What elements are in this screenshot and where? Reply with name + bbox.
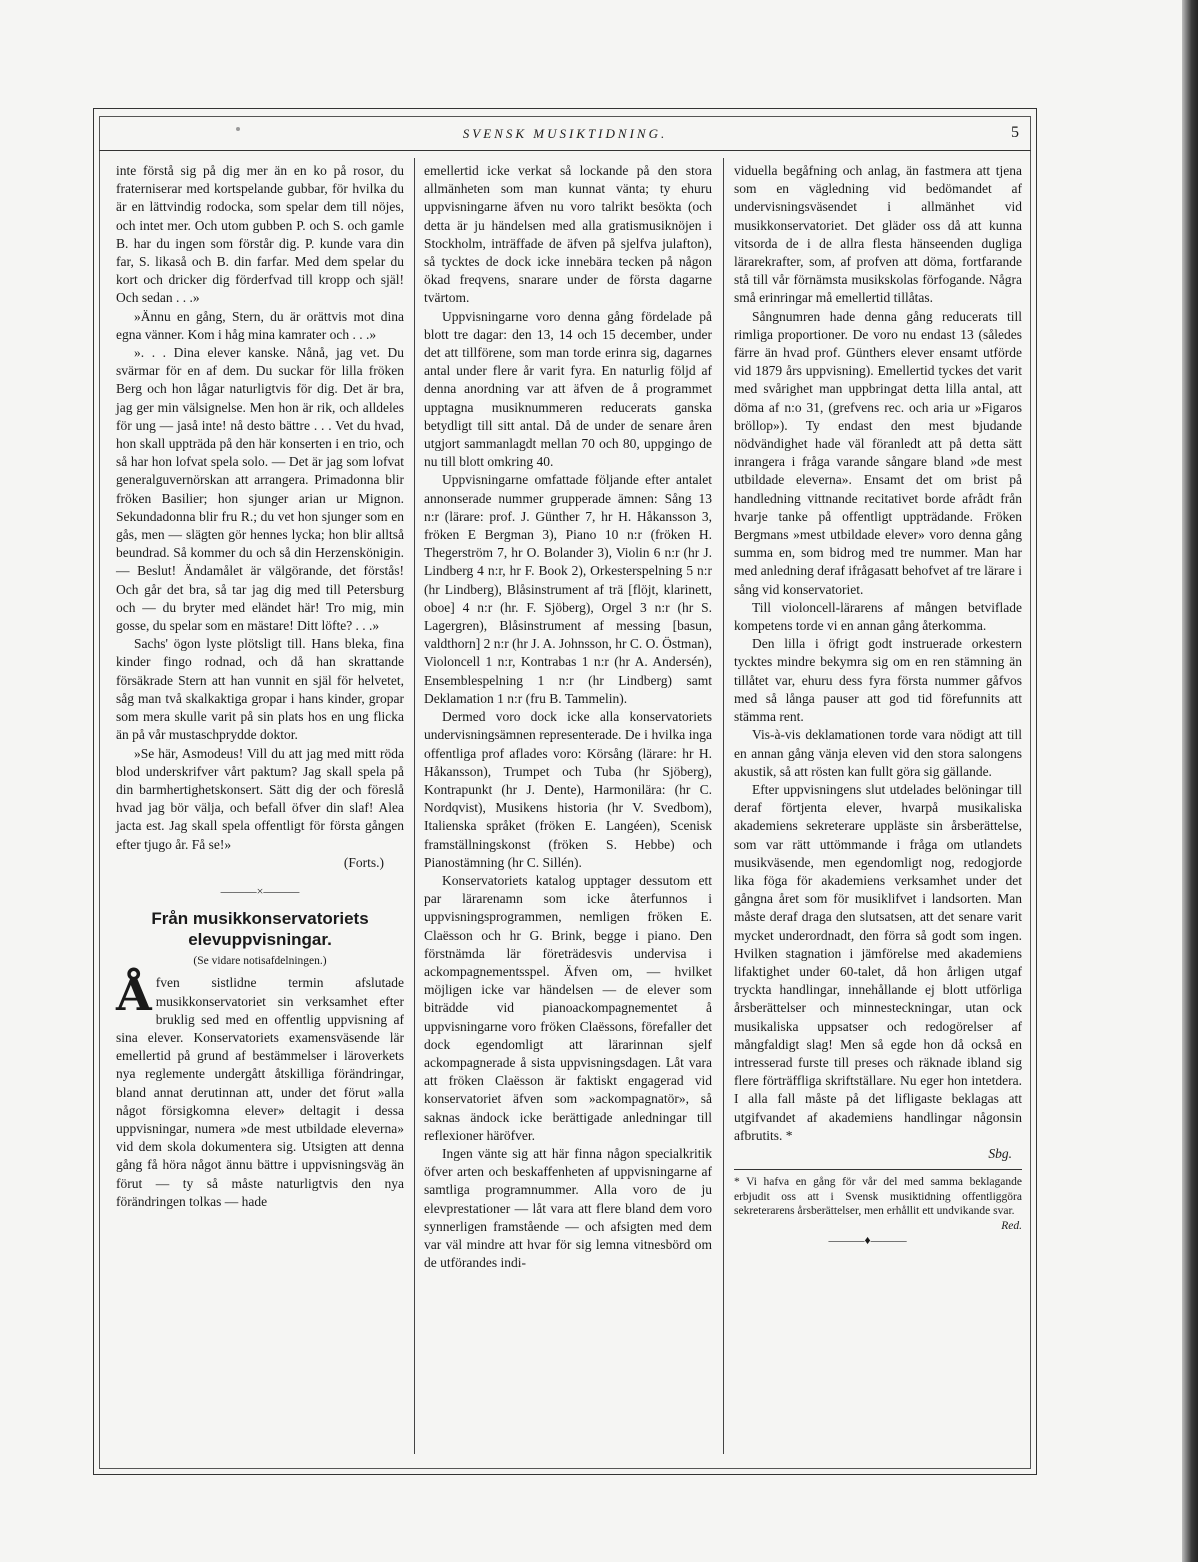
footnote-text: * Vi hafva en gång för vår del med samma beklagande erbjudit oss att i Svensk musiktidning offentliggöra sekreterarens årsberättelser, men erhållit ett undvikande svar. [734, 1176, 1022, 1218]
paragraph: Efter uppvisningens slut utdelades belöningar till deraf förtjenta elever, hvarpå musikaliska akademiens sekreterare uppläste sin årsberättelse, som var rätt uttömmande i fråga om utlandets musikväsende, men egendomligt nog, redogjorde lika föga för akademiens verksamhet under det gångna året som för musiklifvet i landsorten. Man måste deraf draga den slutsatsen, att det senare varit mycket underordnadt, den förra så godt som ingen. Hvilken stagnation i jämförelse med akademiens lifaktighet under 60-talet, då hon årligen utgaf tryckta handlingar, innehållande ej blott utförliga årsberättelser och minnesteckningar, utan ock musikaliska uppsatser och redogörelser af mångfaldigt slag! Men så egde hon då också en intresserad furste till preses och räknade ibland sig flere förträffliga skriftställare. Nu eger hon intetdera. I alla fall måste på det lifligaste beklagas att utgifvandet af akademiens handlingar någonsin afbrutits. * [734, 781, 1022, 1143]
end-ornament: ———♦——— [828, 1232, 907, 1247]
article-text: fven sistlidne termin afslutade musikkonservatoriet sin verksamhet efter bruklig sed med en offentlig uppvisning af sina elever. Konservatoriets examensväsende lär emellertid på grund af bestämmelser i läroverkets nya reglemente undergått åtskilliga förändringar, bland annat derutinnan att, under det förut »alla något försigkomna elever» deltagit i dessa uppvisningar, numera »de mest utbildade eleverna» vid dem skola dokumentera sig. Utsigten att denna gång få höra något ännu bättre i uppvisningsväg än förut — ty så måste naturligtvis den nya förändringen tolkas — hade [116, 975, 404, 1209]
paragraph: ». . . Dina elever kanske. Nånå, jag vet. Du svärmar för en af dem. Du suckar för lilla fröken Berg och hon lågar naturligtvis för dig. Det är bra, jag ger min välsignelse. Men hon är rik, och alldeles för ung — jaså inte! nå desto bättre . . . Vet du hvad, hon skall uppträda på den här konserten i en trio, och så har hon lofvat spela solo. — Det är jag som lofvat generalguvernörskan att arrangera. Primadonna blir fröken Basilier; hon sjunger arian ur Mignon. Sekundadonna blir fru R.; du vet hon sjunger som en gås, men — slägten gör hennes lycka; hon blir alltså beundrad. Så kommer du och så din Herzenskönigin. — Beslut! Ändamålet är välgörande, det förstås! Och går det bra, så tar jag dig med till Petersburg och — du bryter med eländet här! Tro mig, min gosse, du spelar som en mästare! Ditt löfte? . . .» [116, 345, 404, 634]
column-1 [116, 162, 404, 1211]
author-signature: Sbg. [988, 1145, 1012, 1161]
paragraph: Sångnumren hade denna gång reducerats till rimliga proportioner. De voro nu endast 13 (således färre än hvad prof. Günthers elever ensamt utförde vid 1879 års uppvisning). Emellertid tyckes det varit med svårighet man uppbringat detta lilla antal, att döma af n:o 31, (grefvens rec. och aria ur »Figaros bröllop»). Ty endast den mest bjudande nödvändighet hade väl föranledt att på detta sätt inrangera i fråga varande sångare bland »de mest utbildade eleverna». Ensamt det om brist på handledning vittnande recitativet borde afrådt från hvarje tanke på offentligt uppträdande. Fröken Bergmans »mest utbildade elever» voro denna gång summa en, som bidrog med tre nummer. Man har med anledning deraf ifrågasatt behofvet af tre lärare i sång vid konservatoriet. [734, 308, 1022, 597]
paragraph: emellertid icke verkat så lockande på den stora allmänheten som man kunnat vänta; ty ehuru uppvisningarne äfven nu voro talrikt besökta (och detta är ju händelsen med alla gratismusiknöjen i Stockholm, inträffade de äfven på sjelfva julafton), så tycktes de dock icke innebära tecken på någon ökad freqvens, snarare under de första dagarne tvärtom. [424, 163, 712, 306]
page-edge-shadow [1182, 0, 1198, 1562]
paragraph: viduella begåfning och anlag, än fastmera att tjena som en vägledning vid bedömandet af undervisningsväsendet i allmänhet vid musikkonservatoriet. Det gläder oss då att kunna vitsorda de i de allra flesta hänseenden dugliga lärarekrafter, som, af profven att döma, fortfarande stå till vår förnämsta musikskolas förfogande. Några små erinringar må emellertid tillåtas. [734, 163, 1022, 306]
article-title: Från musikkonservatoriets elevuppvisningar. [151, 909, 369, 950]
section-separator: ———×——— [220, 883, 300, 898]
paragraph: inte förstå sig på dig mer än en ko på rosor, du fraterniserar med kortspelande gubbar, för hvilka du är en lättvindig rodocka, som spelar dem till nöjes, och intet mer. Och utom gubben P. och S. och gamle B. har du ingen som förstår dig. P. kunde vara din far, S. likaså och B. din farfar. Med dem spelar du kort och dricker dig förderfvad till kropp och själ! Och sedan . . .» [116, 163, 404, 306]
footnote-signature: Red. [1001, 1219, 1022, 1232]
drop-cap: Å [116, 967, 152, 1022]
column-rule-2 [723, 158, 724, 1454]
article-first-paragraph [116, 967, 404, 1211]
paragraph: Till violoncell-lärarens af mången betviflade kompetens torde vi en annan gång återkomma. [734, 599, 1022, 634]
header-rule [99, 150, 1031, 151]
paragraph: Uppvisningarne voro denna gång fördelade på blott tre dagar: den 13, 14 och 15 december, under det att tillförene, som man torde erinra sig, dagarnes antal under flere år varit fyra. En naturlig följd af denna anordning var att äfven de å programmet upptagna musiknummeren reducerats ganska betydligt till sitt antal. Då de under de senare åren utgjort sammanlagdt mellan 70 och 80, uppgingo de nu till blott omkring 40. [424, 308, 712, 470]
masthead-title: SVENSK MUSIKTIDNING. [462, 126, 668, 141]
column-2 [424, 162, 712, 1272]
paragraph: »Se här, Asmodeus! Vill du att jag med mitt röda blod underskrifver vårt paktum? Jag skall spela på din barmhertighetskonsert. Sätt dig der och föreslå hvad jag bör välja, och befall öfver din slaf! Alea jacta est. Jag skall spela offentligt för första gången efter tjugo år. Få se!» [116, 745, 404, 852]
paragraph: Ingen vänte sig att här finna någon specialkritik öfver arten och beskaffenheten af uppvisningarne af samtliga programnummer. Alla voro de ju elevprestationer — låt vara att flere bland dem voro synnerligen framstående — och afsigten med dem var väl mindre att hvar för sig lemna vitnesbörd om de utförandes indi- [424, 1145, 712, 1271]
paragraph: Uppvisningarne omfattade följande efter antalet annonserade nummer grupperade ämnen: Sång 13 n:r (lärare: prof. J. Günther 7, hr H. Håkansson 3, fröken E Bergman 3), Piano 10 n:r (fröken H. Thegerström 7, hr O. Bolander 3), Violin 6 n:r (hr J. Lindberg 4 n:r, hr F. Book 2), Orkesterspelning 5 n:r (hr Lindberg), Blåsinstrument af trä [flöjt, klarinett, oboe] 4 n:r (hr. F. Sjöberg), Orgel 3 n:r (hr S. Lagergren), Blåsinstrument af messing [basun, valdthorn] 2 n:r (hr J. A. Johnsson, hr C. O. Östman), Violoncell 1 n:r, Kontrabas 1 n:r (hr A. Andersén), Ensemblespelning 1 n:r (hr Lindberg) samt Deklamation 1 n:r (fru B. Tammelin). [424, 472, 712, 706]
footnote [734, 1169, 1022, 1232]
paragraph: Konservatoriets katalog upptager dessutom ett par lärarenamn som icke återfunnos i uppvisningsprogrammen, nemligen fröken E. Claësson och hr G. Brink, begge i piano. Den förstnämda lär företrädesvis undervisa i ackompagnementsspel. Äfven om, — hvilket möjligen icke var händelsen — de elever som biträdde vid pianoackompagnementet å uppvisningarne voro fröken Claëssons, förefaller det dock egendomligt att lärarinnan sjelf ackompagnerade å sista uppvisningsdagen. Låt vara att fröken Claësson är faktiskt engagerad vid konservatoriet äfven som »ackompagnatör», så saknas ändock icke berättigade anledningar till reflexioner häröfver. [424, 872, 712, 1143]
page-number: 5 [1011, 124, 1019, 141]
paragraph: »Ännu en gång, Stern, du är orättvis mot dina egna vänner. Kom i håg mina kamrater och . . .» [116, 308, 404, 342]
page-header [99, 124, 1031, 148]
paragraph: Dermed voro dock icke alla konservatoriets undervisningsämnen representerade. De i hvilka inga offentliga prof aflades voro: Körsång (lärare: hr H. Håkansson), Trumpet och Tuba (hr Sjöberg), Kontrapunkt (hr J. Dente), Harmonilära: (hr C. Nordqvist), Musikens historia (hr V. Svedbom), Italienska språket (fröken E. Langéen), Scenisk framställningskonst (fröken S. Hebbe) och Pianostämning (hr C. Sillén). [424, 709, 712, 870]
paragraph: Den lilla i öfrigt godt instruerade orkestern tycktes mindre bekymra sig om en ren stämning än tillåtet var, ehuru dess fyra första nummer gåfvos med så långa pauser att god tid förefunnits att stämma rent. [734, 636, 1022, 725]
paragraph: Vis-à-vis deklamationen torde vara nödigt att till en annan gång vänja eleven vid den stora salongens akustik, så att rösten kan fullt göra sig gällande. [734, 727, 1022, 779]
paragraph: Sachs' ögon lyste plötsligt till. Hans bleka, fina kinder fingo rodnad, och då han skrattande försäkrade Stern att han vunnit en själ för helvetet, såg man två skalkaktiga gropar i hans kinder, gropar som mera skulle varit på sin plats hos en ung flicka än på vår mustaschprydde doktor. [116, 636, 404, 743]
article-subtitle: (Se vidare notisafdelningen.) [193, 955, 327, 968]
column-rule-1 [414, 158, 415, 1454]
forts-note: (Forts.) [343, 854, 384, 870]
column-3 [734, 162, 1022, 1249]
